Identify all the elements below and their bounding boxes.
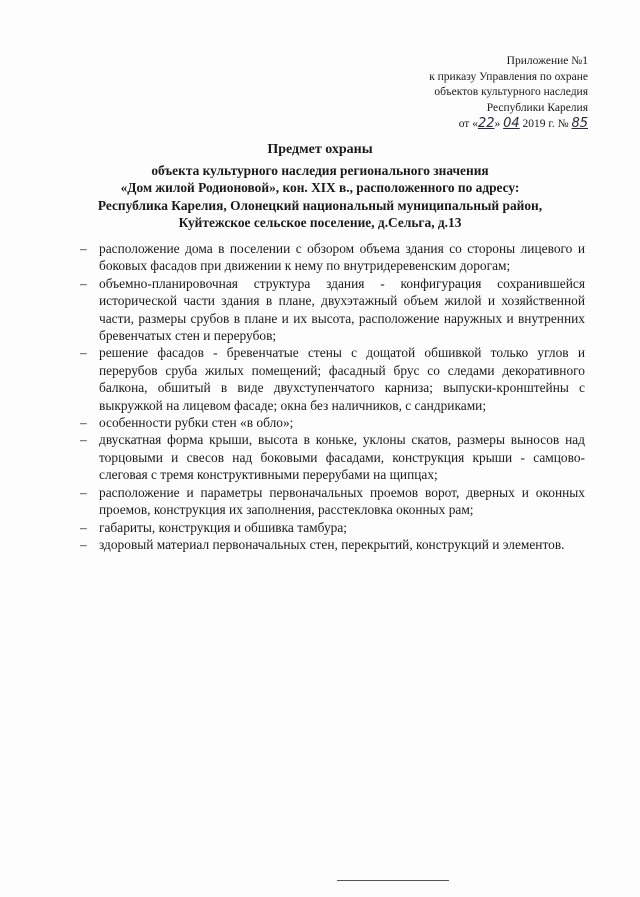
bullet-dash: – xyxy=(80,432,87,448)
date-day-handwritten: 22 xyxy=(477,116,495,131)
bullet-dash: – xyxy=(80,484,87,500)
protection-items-list xyxy=(80,240,585,553)
list-item xyxy=(80,344,585,414)
list-item-text: двускатная форма крыши, высота в коньке, уклоны скатов, размеры выносов над торцовыми и свесов над боковыми фасадами, конструкция крыши - самцово-слеговая с тремя конструктивными перерубами на щипцах; xyxy=(99,432,585,483)
bullet-dash: – xyxy=(80,241,87,256)
appendix-date-line xyxy=(429,116,588,133)
list-item xyxy=(80,519,585,536)
appendix-order-ref-cont: объектов культурного наследия xyxy=(434,86,588,98)
list-item-text: объемно-планировочная структура здания - конфигурация сохранившейся исторической части здания в плане, двухэтажный объем жилой и хозяйственной части, размеры срубов в плане и их высота, расположение наружных и внутренних бревенчатых стен и перерубов; xyxy=(99,275,585,344)
appendix-region: Республики Карелия xyxy=(486,101,588,114)
date-prefix: от « xyxy=(458,118,478,130)
title-line-5: Куйтежское сельское поселение, д.Сельга, д.13 xyxy=(178,215,462,230)
order-number-handwritten: 85 xyxy=(571,116,588,131)
document-title xyxy=(40,141,600,232)
list-item xyxy=(80,431,585,483)
list-item xyxy=(80,484,585,519)
appendix-order-ref: к приказу Управления по охране xyxy=(429,70,588,83)
bullet-dash: – xyxy=(80,345,87,361)
date-sep1: » xyxy=(494,118,504,130)
title-line-3: «Дом жилой Родионовой», кон. XIX в., расположенного по адресу: xyxy=(120,180,520,195)
appendix-number: Приложение №1 xyxy=(506,55,588,67)
list-item-text: здоровый материал первоначальных стен, перекрытий, конструкций и элементов. xyxy=(99,536,565,552)
list-item-text: решение фасадов - бревенчатые стены с дощатой обшивкой только углов и перерубов сруба жилых помещений; фасадный брус со следами декоративного балкона, обшитый в виде двухступенчатого карниза; выпуски-кронштейны с выкружкой на лицевом фасаде; окна без наличников, с сандриками; xyxy=(99,345,585,413)
bullet-dash: – xyxy=(80,275,87,291)
bottom-divider xyxy=(337,880,449,881)
list-item-text: габариты, конструкция и обшивка тамбура; xyxy=(99,519,348,535)
date-sep2: 2019 г. № xyxy=(519,118,572,130)
list-item xyxy=(80,536,585,553)
list-item xyxy=(80,414,585,431)
title-line-2: объекта культурного наследия регионального значения xyxy=(151,162,489,178)
title-line-4: Республика Карелия, Олонецкий национальный муниципальный район, xyxy=(97,197,543,213)
appendix-header xyxy=(429,54,588,133)
list-item-text: расположение и параметры первоначальных проемов ворот, дверных и оконных проемов, конструкция их заполнения, расстекловка оконных рам; xyxy=(99,484,585,518)
title-main: Предмет охраны xyxy=(267,142,373,157)
list-item xyxy=(80,240,585,275)
list-item xyxy=(80,275,585,345)
bullet-dash: – xyxy=(80,519,87,535)
bullet-dash: – xyxy=(80,536,87,552)
list-item-text: особенности рубки стен «в обло»; xyxy=(99,415,294,431)
date-month-handwritten: 04 xyxy=(503,116,520,131)
bullet-dash: – xyxy=(80,415,87,431)
list-item-text: расположение дома в поселении с обзором объема здания со стороны лицевого и боковых фасадов при движении к нему по внутридеревенским дорогам; xyxy=(99,241,585,274)
